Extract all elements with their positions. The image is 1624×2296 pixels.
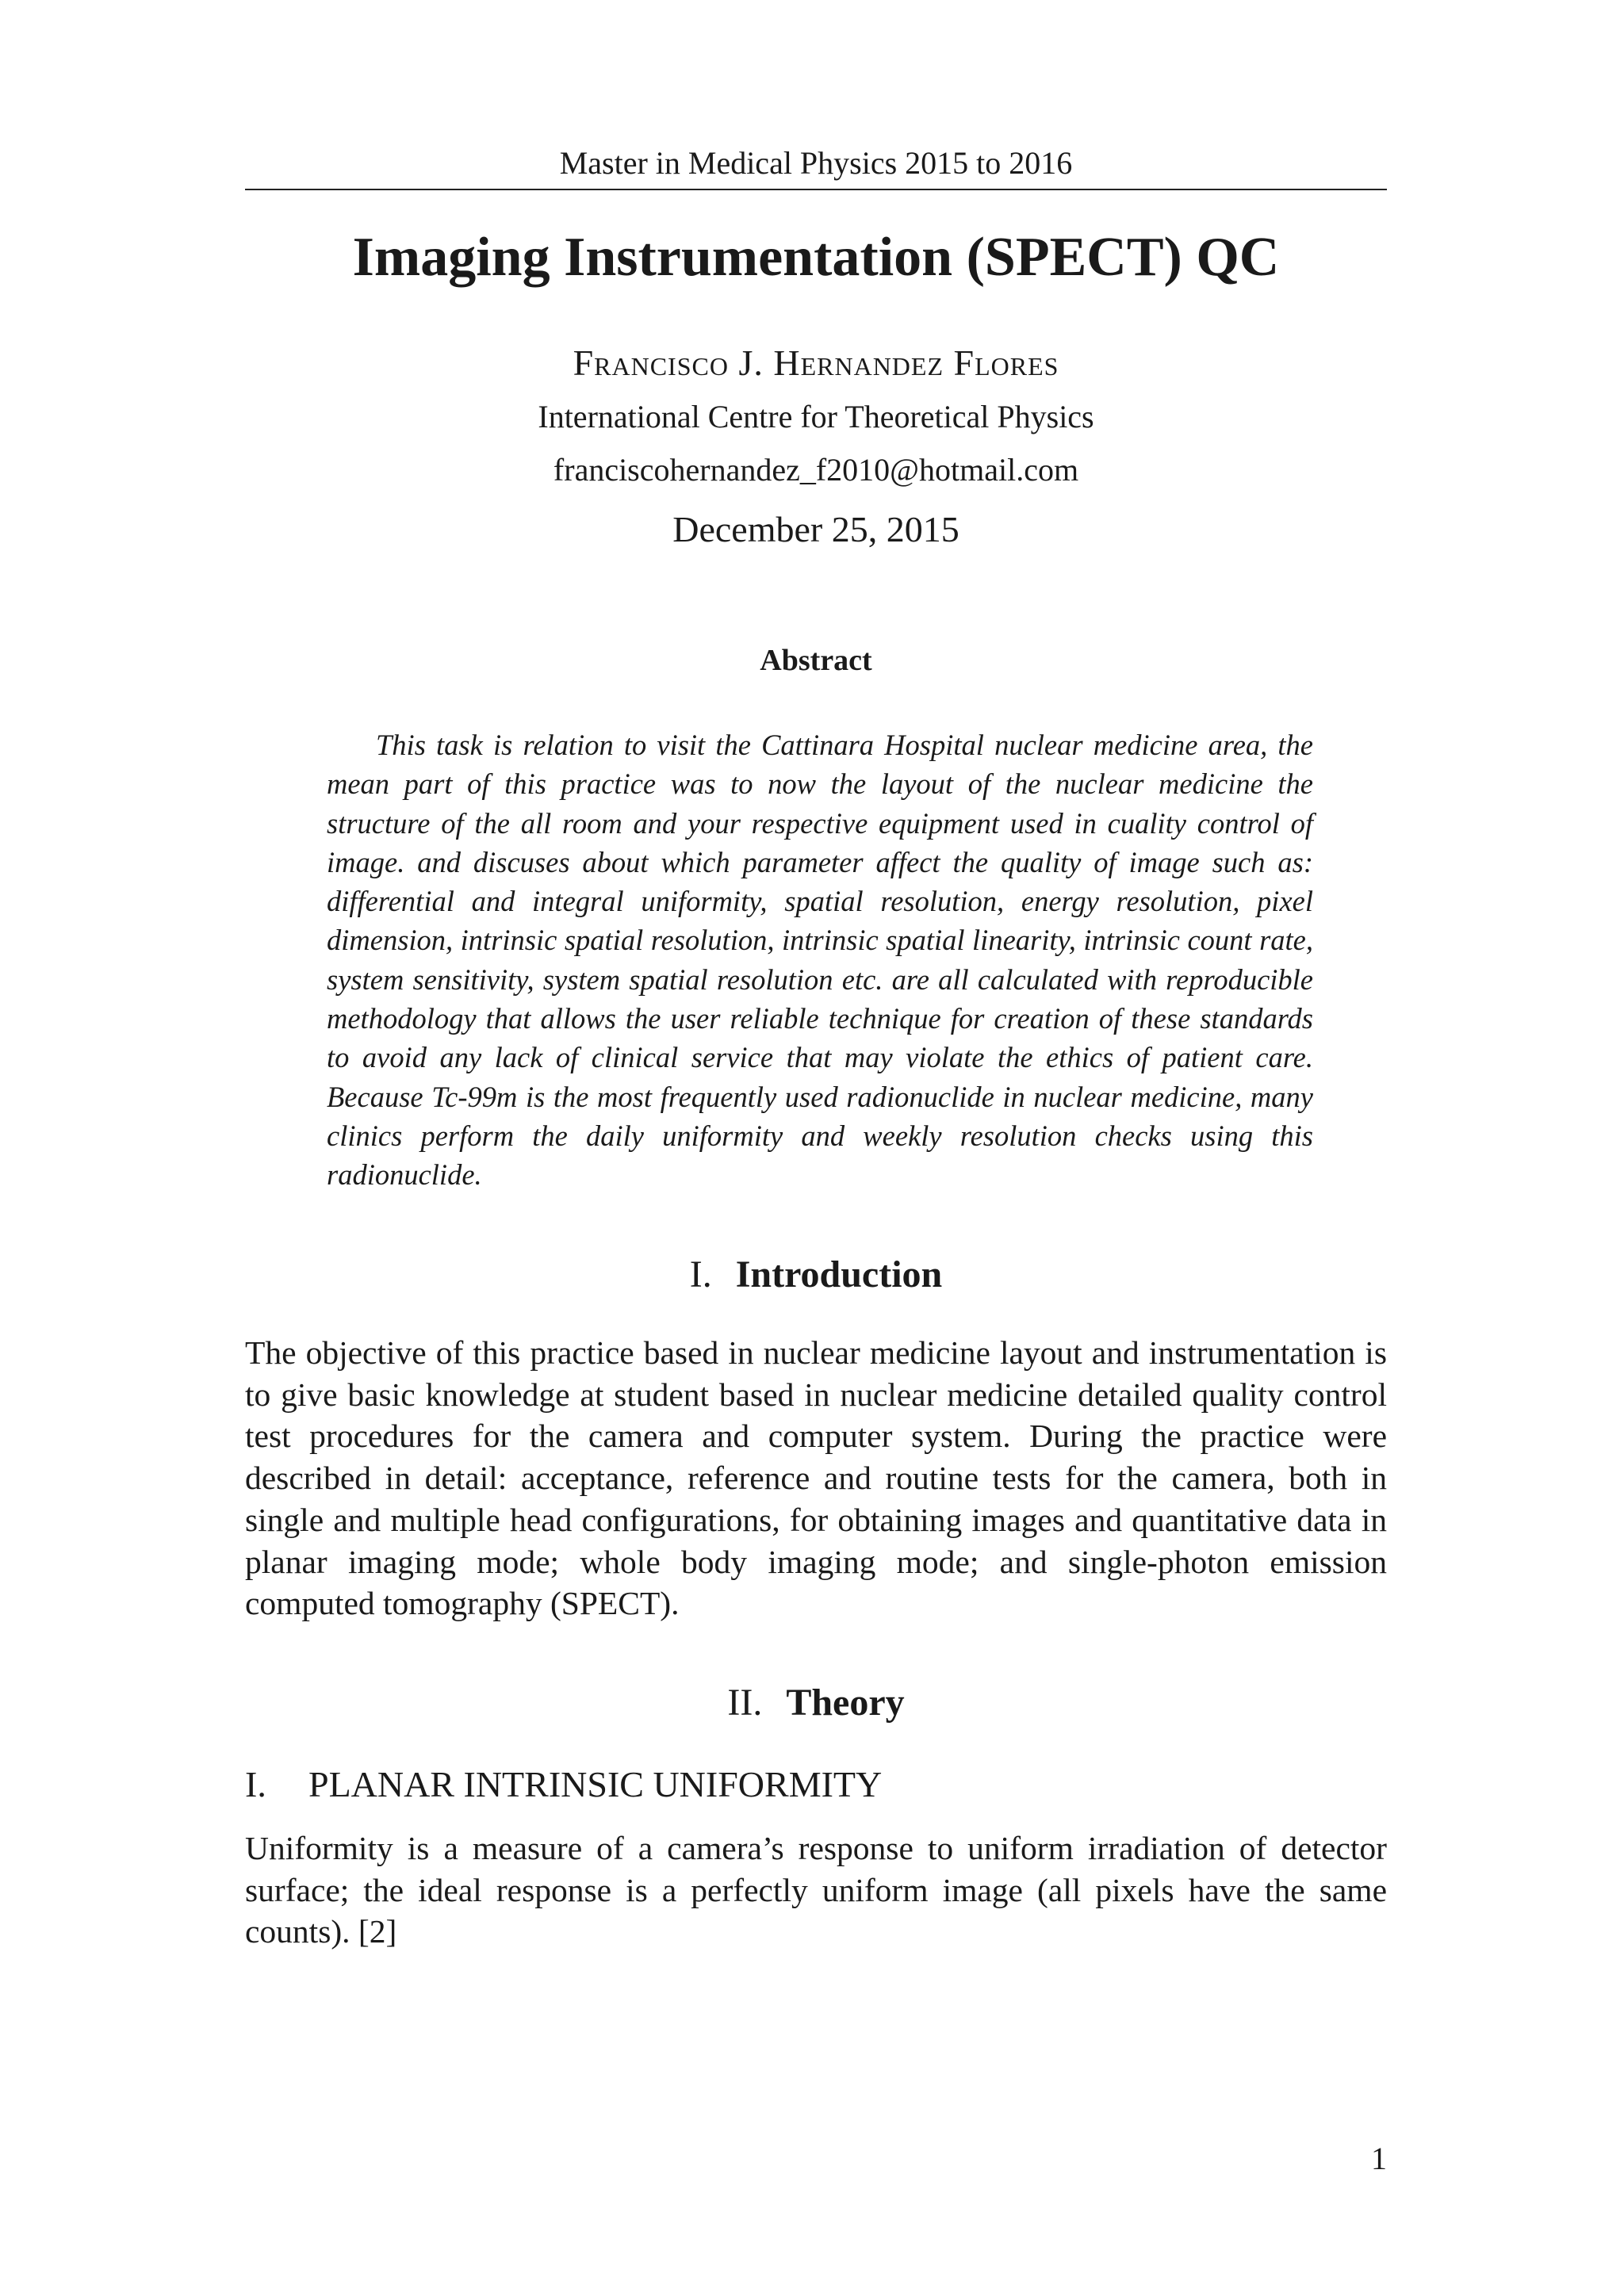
subsection-title: PLANAR INTRINSIC UNIFORMITY: [308, 1764, 883, 1804]
section-number: I.: [689, 1253, 712, 1295]
section-heading-theory: [245, 1678, 1387, 1728]
paper-title: Imaging Instrumentation (SPECT) QC: [352, 227, 1280, 288]
subsection-heading-uniformity: [245, 1760, 1387, 1809]
running-head: Master in Medical Physics 2015 to 2016: [559, 145, 1073, 181]
section-title: Introduction: [735, 1253, 943, 1295]
header-rule: [245, 189, 1387, 190]
section-title: Theory: [786, 1682, 905, 1724]
abstract-text: This task is relation to visit the Cattinara Hospital nuclear medicine area, the mean part of this practice was to now the layout of the nuclear medicine the structure of the all room and your respective equipment used in cuality control of image. and discuses about which parameter affect the quality of image such as: differential and integral uniformity, spatial resolution, energy resolution, pixel dimension, intrinsic spatial resolution, intrinsic spatial linearity, intrinsic count rate, system sensitivity, system spatial resolution etc. are all calculated with reproducible methodology that allows the user reliable technique for creation of these standards to avoid any lack of clinical service that may violate the ethics of patient care. Because Tc-99m is the most frequently used radionuclide in nuclear medicine, many clinics perform the daily uniformity and weekly resolution checks using this radionuclide.: [327, 729, 1313, 1192]
paper-date: December 25, 2015: [672, 509, 959, 549]
author-email: franciscohernandez_f2010@hotmail.com: [553, 452, 1079, 488]
section-number: II.: [727, 1682, 763, 1724]
subsection-number: I.: [245, 1764, 266, 1804]
section-heading-introduction: [245, 1249, 1387, 1300]
uniformity-paragraph: Uniformity is a measure of a camera’s response to uniform irradiation of detector surface; the ideal response is a perfectly uniform image (all pixels have the same counts). [2]: [245, 1830, 1387, 1950]
abstract-heading: Abstract: [760, 644, 872, 677]
author-affiliation: International Centre for Theoretical Physics: [538, 399, 1094, 434]
page-number: 1: [1371, 2141, 1387, 2176]
author-name: Francisco J. Hernandez Flores: [573, 342, 1059, 383]
introduction-paragraph: The objective of this practice based in nuclear medicine layout and instrumentation is to give basic knowledge at student based in nuclear medicine detailed quality control test procedures for the camera and computer system. During the practice were described in detail: acceptance, reference and routine tests for the camera, both in single and multiple head configurations, for obtaining images and quantitative data in planar imaging mode; whole body imaging mode; and single-photon emission computed tomography (SPECT).: [245, 1334, 1387, 1622]
